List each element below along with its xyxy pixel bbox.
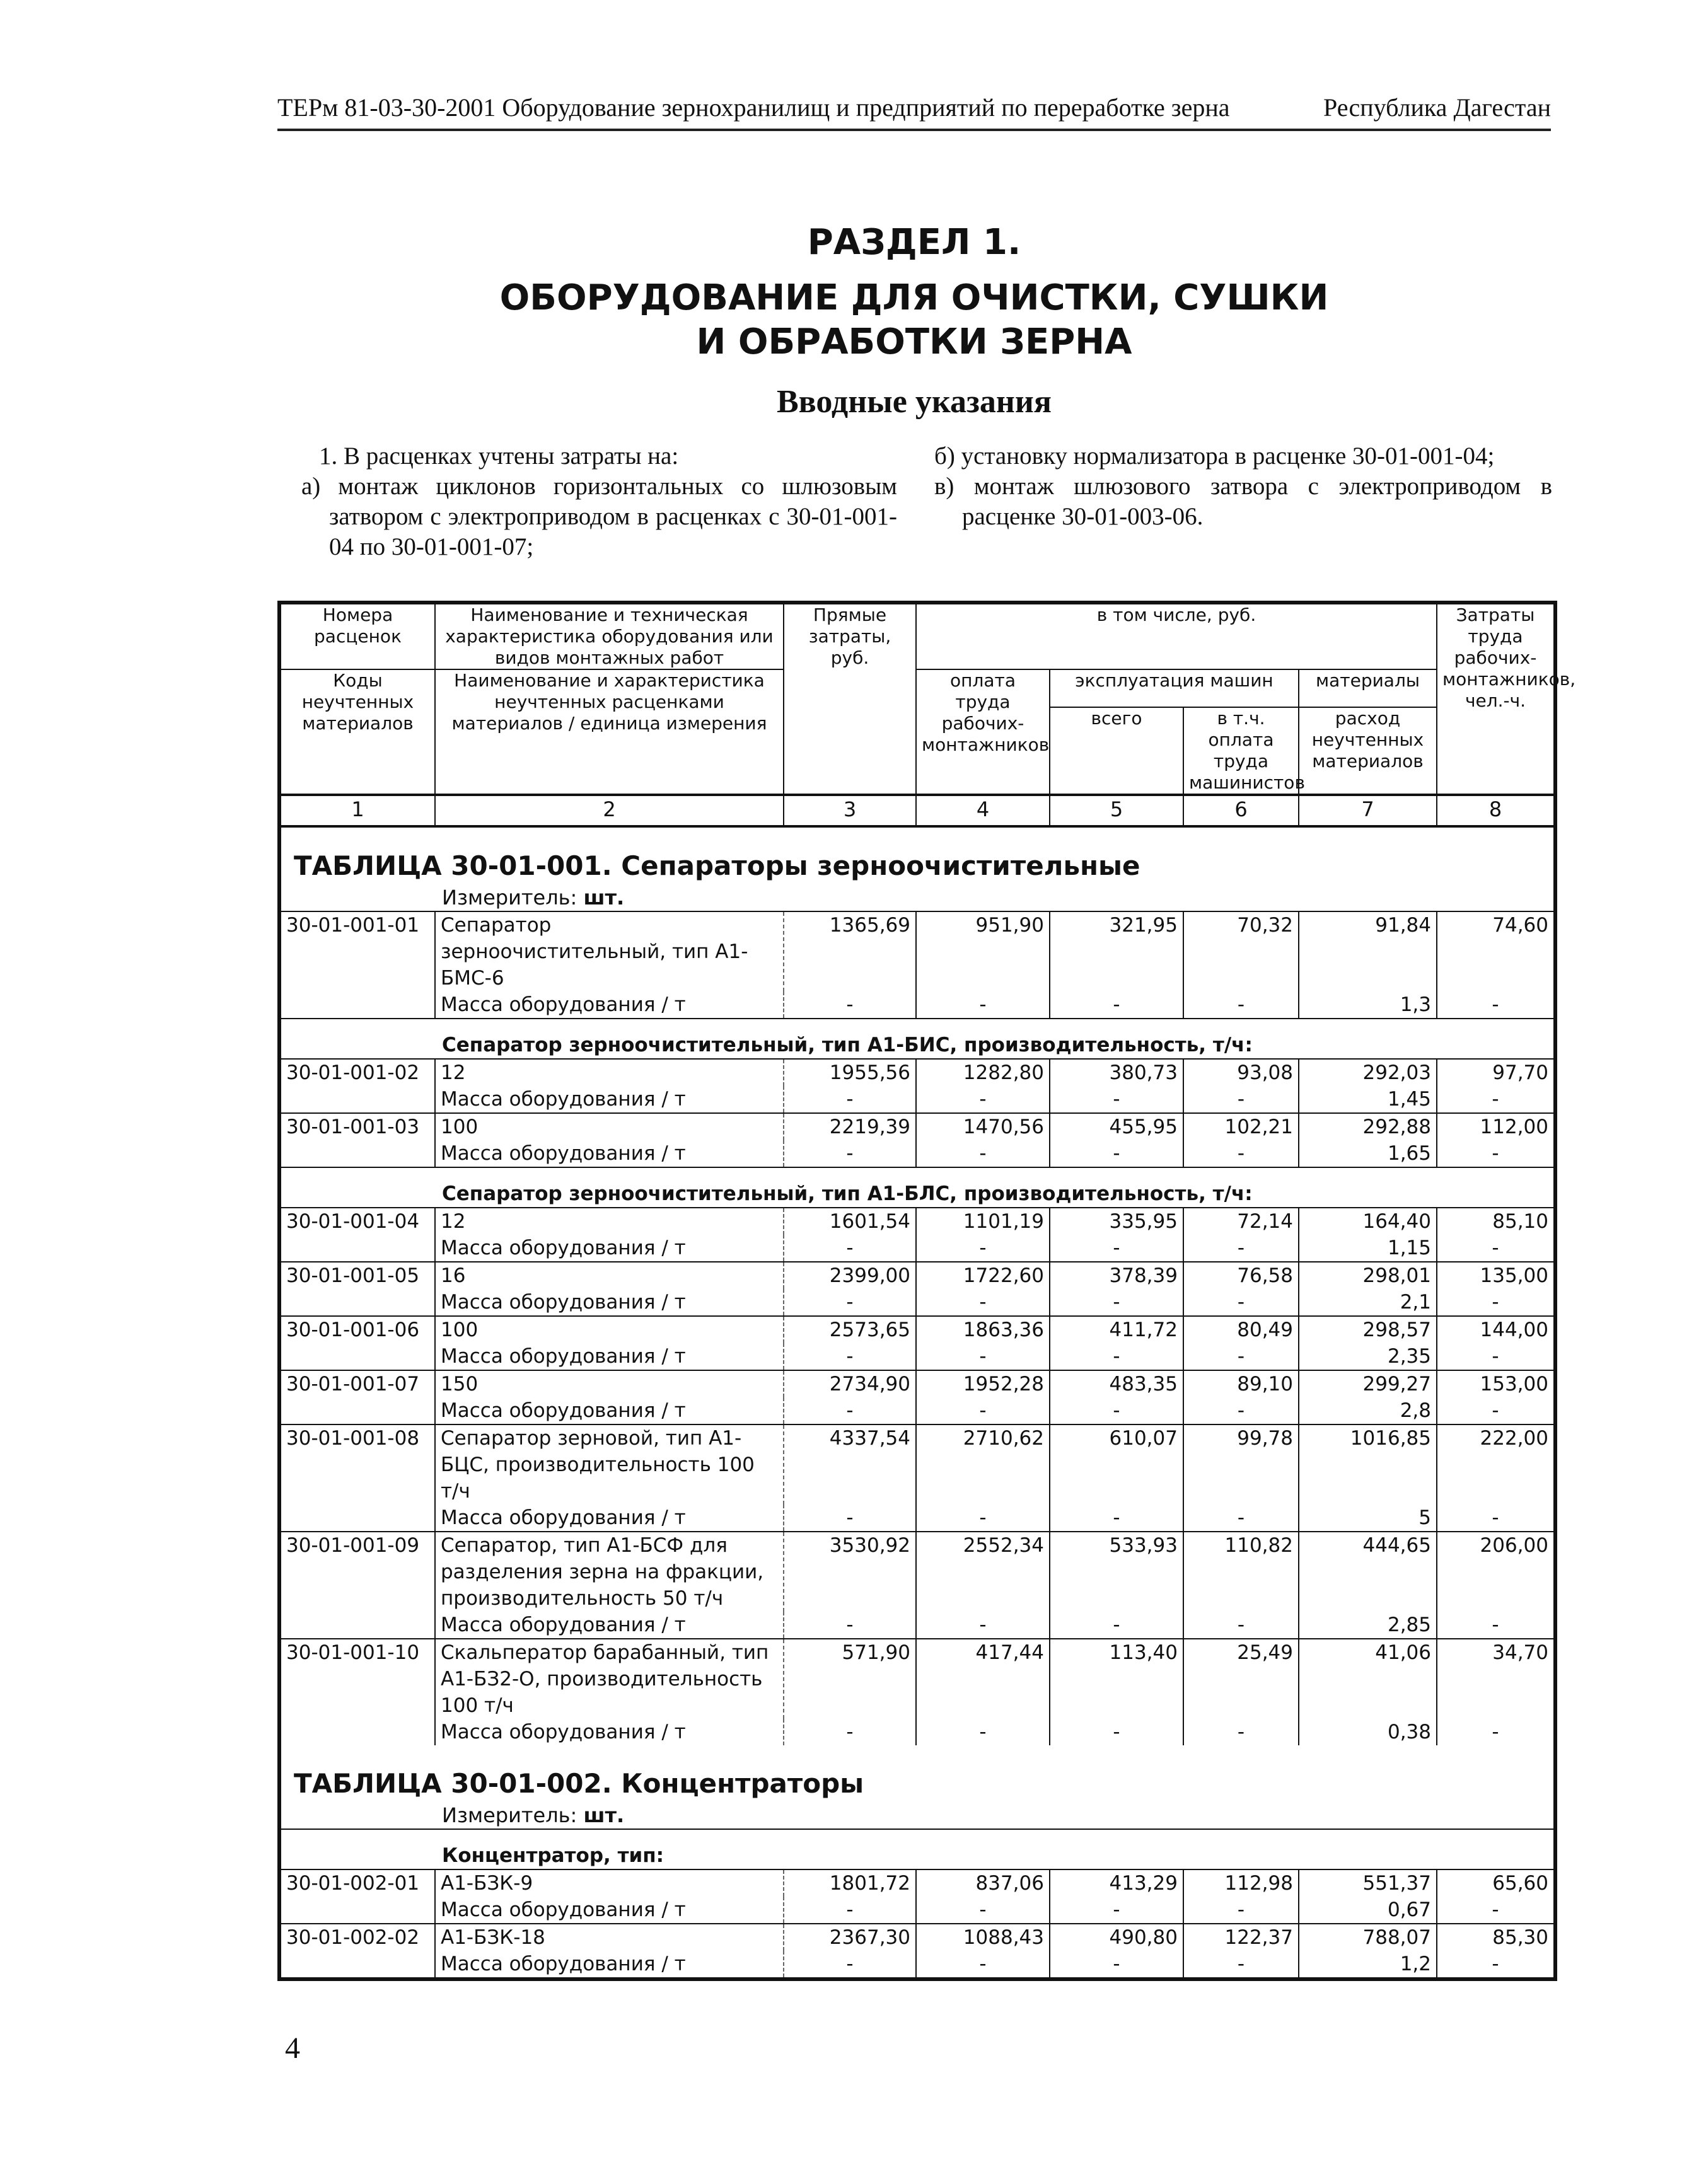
mass-label: Масса оборудования / т — [435, 1505, 784, 1532]
dash-cell: - — [1050, 1951, 1183, 1979]
item-name: А1-БЗК-9 — [435, 1869, 784, 1897]
table-title-row — [279, 1745, 1555, 1802]
table-title-row — [279, 826, 1555, 884]
intro-heading: Вводные указания — [777, 384, 1052, 420]
value-v6: 89,10 — [1183, 1370, 1299, 1397]
dash-cell: - — [1437, 1289, 1555, 1316]
dash-cell: - — [1437, 1612, 1555, 1639]
item-name: 100 — [435, 1113, 784, 1140]
dash-cell: - — [1183, 1086, 1299, 1113]
col-num: 7 — [1299, 795, 1437, 826]
mass-label: Масса оборудования / т — [435, 1235, 784, 1262]
rate-code: 30-01-001-03 — [279, 1113, 435, 1167]
mass-value: 2,8 — [1299, 1397, 1437, 1424]
mass-value: 2,85 — [1299, 1612, 1437, 1639]
value-v3: 2367,30 — [784, 1924, 916, 1951]
item-name: Сепаратор зерновой, тип А1-БЦС, производительность 100 т/ч — [435, 1424, 784, 1505]
measure-label: Измеритель: — [442, 886, 577, 910]
mass-row — [279, 1897, 1555, 1924]
dash-cell: - — [916, 1343, 1050, 1370]
value-v6: 72,14 — [1183, 1208, 1299, 1235]
value-v7: 91,84 — [1299, 911, 1437, 991]
hdr-name-2: Наименование и характеристика неучтенных расценками материалов / единица измерения — [435, 669, 784, 795]
mass-value: 1,45 — [1299, 1086, 1437, 1113]
value-v8: 74,60 — [1437, 911, 1555, 991]
mass-value: 2,1 — [1299, 1289, 1437, 1316]
value-v3: 571,90 — [784, 1639, 916, 1719]
dash-cell: - — [1050, 1505, 1183, 1532]
hdr-codes-2: Коды неучтенных материалов — [279, 669, 435, 795]
subgroup-title: Сепаратор зерноочистительный, тип А1-БИС, производительность, т/ч: — [279, 1019, 1555, 1059]
dash-cell: - — [784, 1505, 916, 1532]
rate-code: 30-01-001-04 — [279, 1208, 435, 1262]
mass-label: Масса оборудования / т — [435, 1140, 784, 1167]
value-v6: 99,78 — [1183, 1424, 1299, 1505]
value-v8: 135,00 — [1437, 1262, 1555, 1289]
value-v3: 4337,54 — [784, 1424, 916, 1505]
dash-cell: - — [916, 1140, 1050, 1167]
dash-cell: - — [1050, 1289, 1183, 1316]
subgroup-title: Концентратор, тип: — [279, 1829, 1555, 1869]
col-num: 1 — [279, 795, 435, 826]
dash-cell: - — [1183, 1343, 1299, 1370]
value-v5: 455,95 — [1050, 1113, 1183, 1140]
intro-c: в) монтаж шлюзового затвора с электроприводом в расценке 30-01-003-06. — [934, 473, 1552, 530]
table-row — [279, 1370, 1555, 1397]
measure-cell — [279, 884, 1555, 911]
mass-value: 0,38 — [1299, 1719, 1437, 1745]
hdr-labor: оплата труда рабочих-монтажников — [916, 669, 1050, 795]
mass-label: Масса оборудования / т — [435, 1951, 784, 1979]
rate-code: 30-01-001-01 — [279, 911, 435, 1019]
hdr-machinists: в т.ч. оплата труда машинистов — [1183, 707, 1299, 795]
value-v7: 292,88 — [1299, 1113, 1437, 1140]
value-v4: 1722,60 — [916, 1262, 1050, 1289]
value-v3: 2399,00 — [784, 1262, 916, 1289]
value-v7: 551,37 — [1299, 1869, 1437, 1897]
dash-cell: - — [784, 1343, 916, 1370]
value-v6: 25,49 — [1183, 1639, 1299, 1719]
dash-cell: - — [784, 1897, 916, 1924]
dash-cell: - — [916, 1289, 1050, 1316]
hdr-direct: Прямые затраты, руб. — [784, 603, 916, 795]
item-name: 12 — [435, 1059, 784, 1086]
value-v5: 380,73 — [1050, 1059, 1183, 1086]
value-v7: 788,07 — [1299, 1924, 1437, 1951]
value-v7: 444,65 — [1299, 1532, 1437, 1612]
dash-cell: - — [784, 1951, 916, 1979]
measure-row — [279, 1802, 1555, 1829]
table-row — [279, 911, 1555, 991]
mass-value: 0,67 — [1299, 1897, 1437, 1924]
value-v6: 70,32 — [1183, 911, 1299, 991]
intro-a: а) монтаж циклонов горизонтальных со шлюзовым затвором с электроприводом в расценках с 30-01-001-04 по 30-01-001-07; — [301, 473, 897, 560]
hdr-machines: эксплуатация машин — [1050, 669, 1299, 707]
value-v6: 110,82 — [1183, 1532, 1299, 1612]
dash-cell: - — [916, 1951, 1050, 1979]
value-v5: 321,95 — [1050, 911, 1183, 991]
value-v8: 222,00 — [1437, 1424, 1555, 1505]
value-v3: 3530,92 — [784, 1532, 916, 1612]
value-v5: 483,35 — [1050, 1370, 1183, 1397]
mass-row — [279, 1397, 1555, 1424]
rate-code: 30-01-001-07 — [279, 1370, 435, 1424]
dash-cell: - — [1437, 1140, 1555, 1167]
rate-code: 30-01-001-08 — [279, 1424, 435, 1532]
table-row — [279, 1316, 1555, 1343]
subgroup-title: Сепаратор зерноочистительный, тип А1-БЛС, производительность, т/ч: — [279, 1167, 1555, 1208]
dash-cell: - — [1050, 1343, 1183, 1370]
value-v5: 378,39 — [1050, 1262, 1183, 1289]
dash-cell: - — [1050, 1612, 1183, 1639]
mass-label: Масса оборудования / т — [435, 1343, 784, 1370]
value-v4: 1101,19 — [916, 1208, 1050, 1235]
dash-cell: - — [1050, 1397, 1183, 1424]
mass-row — [279, 1505, 1555, 1532]
item-name: 12 — [435, 1208, 784, 1235]
value-v4: 1863,36 — [916, 1316, 1050, 1343]
hdr-materials: материалы — [1299, 669, 1437, 707]
section-subtitle-1: ОБОРУДОВАНИЕ ДЛЯ ОЧИСТКИ, СУШКИ — [499, 277, 1329, 318]
item-name: Сепаратор, тип А1-БСФ для разделения зерна на фракции, производительность 50 т/ч — [435, 1532, 784, 1612]
dash-cell: - — [1183, 1235, 1299, 1262]
dash-cell: - — [784, 1235, 916, 1262]
dash-cell: - — [916, 1612, 1050, 1639]
value-v5: 610,07 — [1050, 1424, 1183, 1505]
col-num: 5 — [1050, 795, 1183, 826]
dash-cell: - — [1050, 1897, 1183, 1924]
value-v8: 34,70 — [1437, 1639, 1555, 1719]
value-v6: 112,98 — [1183, 1869, 1299, 1897]
subgroup-row — [279, 1167, 1555, 1208]
dash-cell: - — [784, 1612, 916, 1639]
mass-row — [279, 1235, 1555, 1262]
item-name: Сепаратор зерноочистительный, тип А1-БМС-6 — [435, 911, 784, 991]
mass-label: Масса оборудования / т — [435, 1612, 784, 1639]
dash-cell: - — [1437, 1505, 1555, 1532]
rate-code: 30-01-001-09 — [279, 1532, 435, 1639]
rate-code: 30-01-001-10 — [279, 1639, 435, 1745]
item-name: 16 — [435, 1262, 784, 1289]
hdr-incl: в том числе, руб. — [916, 603, 1437, 669]
dash-cell: - — [1183, 1505, 1299, 1532]
value-v7: 164,40 — [1299, 1208, 1437, 1235]
value-v7: 1016,85 — [1299, 1424, 1437, 1505]
dash-cell: - — [1183, 1612, 1299, 1639]
hdr-materials-2: расход неучтенных материалов — [1299, 707, 1437, 795]
value-v5: 490,80 — [1050, 1924, 1183, 1951]
dash-cell: - — [1437, 1397, 1555, 1424]
mass-value: 1,2 — [1299, 1951, 1437, 1979]
intro-p1: 1. В расценках учтены затраты на: — [319, 442, 679, 470]
table-row — [279, 1208, 1555, 1235]
rate-code: 30-01-001-05 — [279, 1262, 435, 1316]
value-v8: 206,00 — [1437, 1532, 1555, 1612]
value-v7: 298,01 — [1299, 1262, 1437, 1289]
value-v8: 112,00 — [1437, 1113, 1555, 1140]
dash-cell: - — [1183, 1951, 1299, 1979]
col-num: 8 — [1437, 795, 1555, 826]
value-v4: 1470,56 — [916, 1113, 1050, 1140]
dash-cell: - — [784, 1719, 916, 1745]
mass-label: Масса оборудования / т — [435, 1289, 784, 1316]
table-row — [279, 1924, 1555, 1951]
dash-cell: - — [916, 1235, 1050, 1262]
mass-row — [279, 1140, 1555, 1167]
page-number: 4 — [285, 2031, 300, 2065]
value-v7: 292,03 — [1299, 1059, 1437, 1086]
intro-b: б) установку нормализатора в расценке 30-01-001-04; — [934, 442, 1495, 470]
value-v6: 80,49 — [1183, 1316, 1299, 1343]
mass-value: 1,65 — [1299, 1140, 1437, 1167]
dash-cell: - — [916, 1719, 1050, 1745]
value-v5: 533,93 — [1050, 1532, 1183, 1612]
mass-row — [279, 1719, 1555, 1745]
mass-row — [279, 991, 1555, 1019]
value-v4: 417,44 — [916, 1639, 1050, 1719]
header-right: Республика Дагестан — [1323, 93, 1551, 122]
dash-cell: - — [1437, 1343, 1555, 1370]
value-v3: 2573,65 — [784, 1316, 916, 1343]
dash-cell: - — [784, 1289, 916, 1316]
dash-cell: - — [1183, 991, 1299, 1019]
dash-cell: - — [916, 1397, 1050, 1424]
item-name: А1-БЗК-18 — [435, 1924, 784, 1951]
value-v3: 2734,90 — [784, 1370, 916, 1397]
rate-code: 30-01-002-02 — [279, 1924, 435, 1979]
mass-label: Масса оборудования / т — [435, 1719, 784, 1745]
dash-cell: - — [1437, 1719, 1555, 1745]
dash-cell: - — [1437, 1897, 1555, 1924]
hdr-hours: Затраты труда рабочих-монтажников, чел.-ч. — [1437, 603, 1555, 795]
section-subtitle-2: И ОБРАБОТКИ ЗЕРНА — [696, 321, 1132, 362]
value-v4: 1952,28 — [916, 1370, 1050, 1397]
item-name: Скальператор барабанный, тип А1-БЗ2-О, производительность 100 т/ч — [435, 1639, 784, 1719]
dash-cell: - — [1050, 1719, 1183, 1745]
value-v6: 122,37 — [1183, 1924, 1299, 1951]
mass-label: Масса оборудования / т — [435, 1086, 784, 1113]
measure-row — [279, 884, 1555, 911]
dash-cell: - — [916, 1897, 1050, 1924]
value-v3: 1801,72 — [784, 1869, 916, 1897]
subgroup-row — [279, 1019, 1555, 1059]
table-row — [279, 1262, 1555, 1289]
table-title: ТАБЛИЦА 30-01-002. Концентраторы — [279, 1745, 1555, 1802]
dash-cell: - — [1437, 991, 1555, 1019]
value-v5: 335,95 — [1050, 1208, 1183, 1235]
value-v7: 299,27 — [1299, 1370, 1437, 1397]
table-row — [279, 1869, 1555, 1897]
mass-row — [279, 1951, 1555, 1979]
dash-cell: - — [916, 1505, 1050, 1532]
dash-cell: - — [1437, 1951, 1555, 1979]
dash-cell: - — [784, 1397, 916, 1424]
col-num: 4 — [916, 795, 1050, 826]
price-table — [277, 601, 1576, 1981]
mass-value: 1,3 — [1299, 991, 1437, 1019]
value-v8: 97,70 — [1437, 1059, 1555, 1086]
value-v5: 411,72 — [1050, 1316, 1183, 1343]
mass-row — [279, 1289, 1555, 1316]
value-v3: 2219,39 — [784, 1113, 916, 1140]
col-num: 6 — [1183, 795, 1299, 826]
intro-right — [934, 441, 1552, 532]
dash-cell: - — [784, 1086, 916, 1113]
dash-cell: - — [784, 1140, 916, 1167]
mass-label: Масса оборудования / т — [435, 991, 784, 1019]
value-v4: 951,90 — [916, 911, 1050, 991]
measure-value: шт. — [583, 886, 625, 910]
dash-cell: - — [1437, 1086, 1555, 1113]
value-v4: 1282,80 — [916, 1059, 1050, 1086]
mass-row — [279, 1086, 1555, 1113]
value-v8: 85,10 — [1437, 1208, 1555, 1235]
dash-cell: - — [916, 1086, 1050, 1113]
value-v8: 144,00 — [1437, 1316, 1555, 1343]
value-v8: 85,30 — [1437, 1924, 1555, 1951]
mass-row — [279, 1612, 1555, 1639]
hdr-total: всего — [1050, 707, 1183, 795]
mass-row — [279, 1343, 1555, 1370]
intro-left — [301, 441, 897, 562]
value-v7: 298,57 — [1299, 1316, 1437, 1343]
item-name: 100 — [435, 1316, 784, 1343]
value-v3: 1955,56 — [784, 1059, 916, 1086]
mass-label: Масса оборудования / т — [435, 1397, 784, 1424]
value-v8: 153,00 — [1437, 1370, 1555, 1397]
col-num: 2 — [435, 795, 784, 826]
rate-code: 30-01-001-06 — [279, 1316, 435, 1370]
value-v5: 113,40 — [1050, 1639, 1183, 1719]
dash-cell: - — [1183, 1140, 1299, 1167]
measure-cell — [279, 1802, 1555, 1829]
dash-cell: - — [1050, 991, 1183, 1019]
mass-value: 5 — [1299, 1505, 1437, 1532]
dash-cell: - — [1183, 1289, 1299, 1316]
dash-cell: - — [1183, 1397, 1299, 1424]
table-row — [279, 1059, 1555, 1086]
dash-cell: - — [1050, 1086, 1183, 1113]
hdr-codes: Номера расценок — [279, 603, 435, 669]
section-title: РАЗДЕЛ 1. — [807, 222, 1021, 263]
table-row — [279, 1639, 1555, 1719]
value-v6: 93,08 — [1183, 1059, 1299, 1086]
value-v3: 1601,54 — [784, 1208, 916, 1235]
value-v4: 2710,62 — [916, 1424, 1050, 1505]
measure-label: Измеритель: — [442, 1803, 577, 1827]
dash-cell: - — [1050, 1140, 1183, 1167]
value-v6: 102,21 — [1183, 1113, 1299, 1140]
header-left: ТЕРм 81-03-30-2001 Оборудование зернохранилищ и предприятий по переработке зерна — [277, 93, 1230, 122]
table-row — [279, 1113, 1555, 1140]
value-v5: 413,29 — [1050, 1869, 1183, 1897]
dash-cell: - — [1050, 1235, 1183, 1262]
value-v6: 76,58 — [1183, 1262, 1299, 1289]
table-row — [279, 1424, 1555, 1505]
dash-cell: - — [916, 991, 1050, 1019]
col-num: 3 — [784, 795, 916, 826]
measure-value: шт. — [583, 1803, 625, 1827]
subgroup-row — [279, 1829, 1555, 1869]
mass-label: Масса оборудования / т — [435, 1897, 784, 1924]
value-v8: 65,60 — [1437, 1869, 1555, 1897]
hdr-name: Наименование и техническая характеристика оборудования или видов монтажных работ — [435, 603, 784, 669]
rate-code: 30-01-002-01 — [279, 1869, 435, 1924]
table-row — [279, 1532, 1555, 1612]
value-v7: 41,06 — [1299, 1639, 1437, 1719]
dash-cell: - — [1437, 1235, 1555, 1262]
dash-cell: - — [1183, 1719, 1299, 1745]
rate-code: 30-01-001-02 — [279, 1059, 435, 1113]
value-v3: 1365,69 — [784, 911, 916, 991]
page-header — [277, 87, 1551, 131]
value-v4: 1088,43 — [916, 1924, 1050, 1951]
dash-cell: - — [1183, 1897, 1299, 1924]
table-title: ТАБЛИЦА 30-01-001. Сепараторы зерноочистительные — [279, 826, 1555, 884]
mass-value: 2,35 — [1299, 1343, 1437, 1370]
item-name: 150 — [435, 1370, 784, 1397]
value-v4: 2552,34 — [916, 1532, 1050, 1612]
mass-value: 1,15 — [1299, 1235, 1437, 1262]
dash-cell: - — [784, 991, 916, 1019]
value-v4: 837,06 — [916, 1869, 1050, 1897]
